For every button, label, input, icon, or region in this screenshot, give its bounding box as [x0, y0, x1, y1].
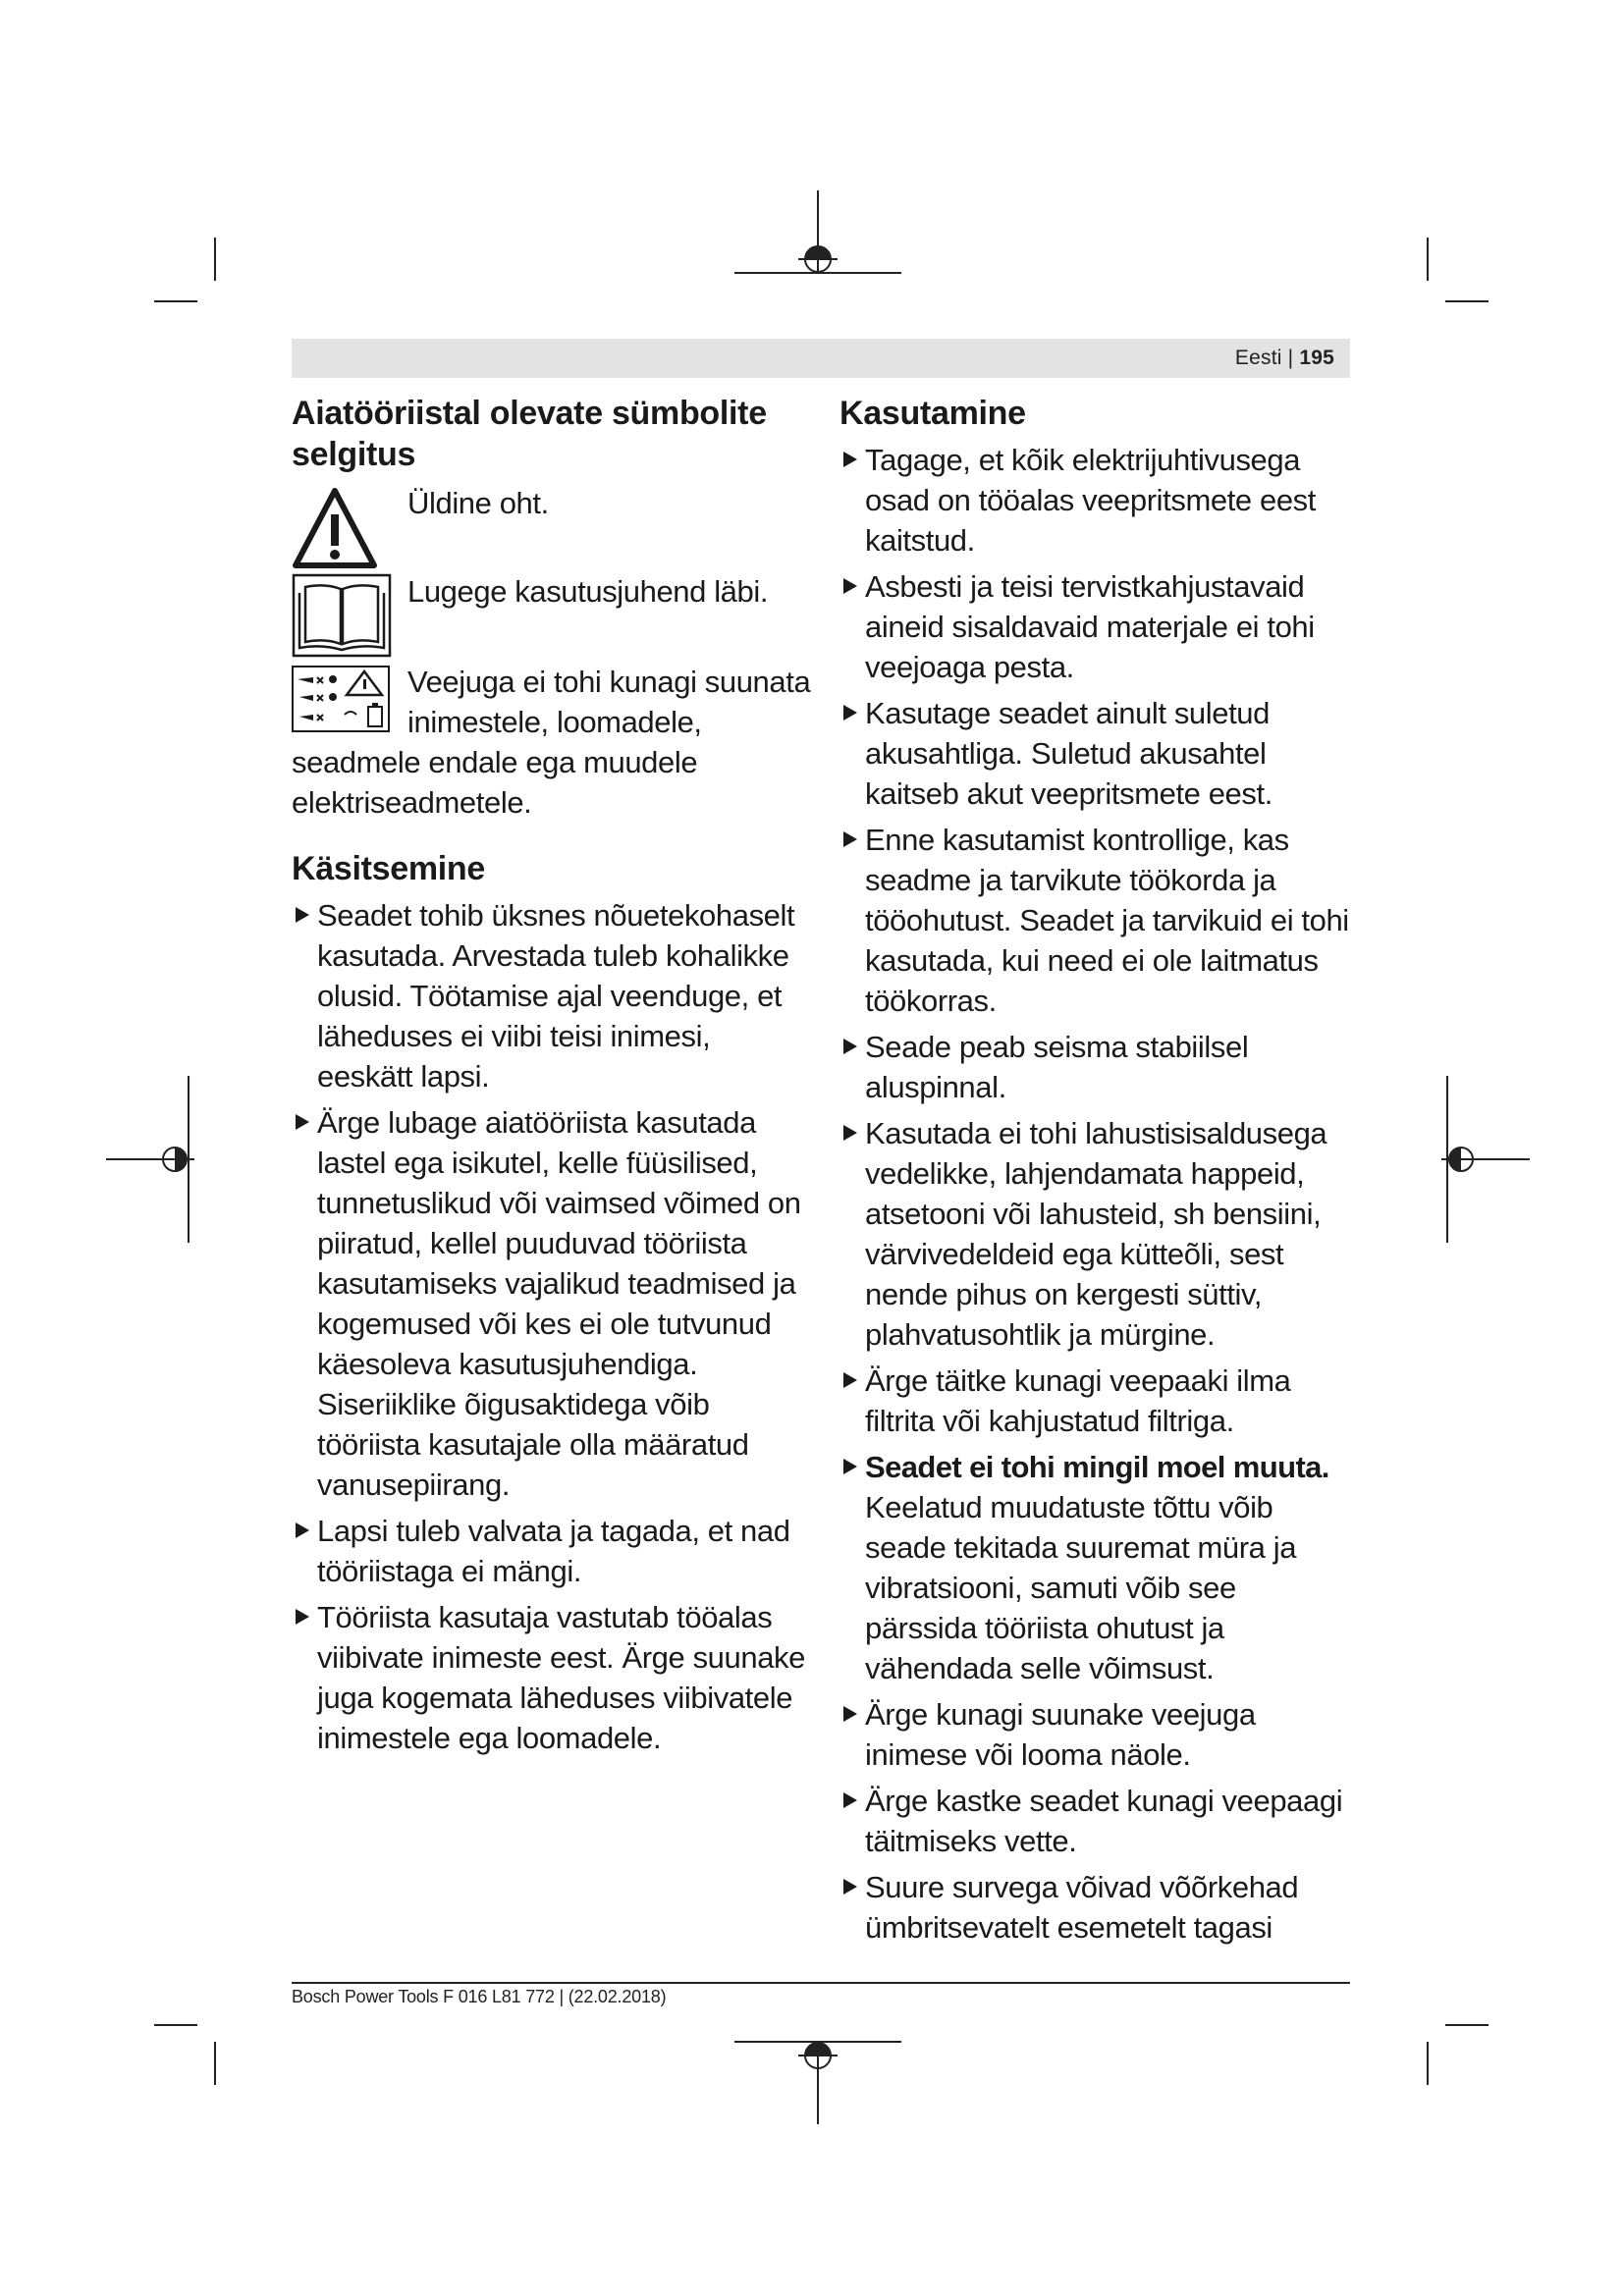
bullet-icon: [843, 1372, 857, 1388]
modify-warning-bold: Seadet ei tohi mingil moel muuta.: [865, 1450, 1329, 1484]
bullet-icon: [843, 1039, 857, 1054]
list-item: Suure survega võivad võõrkehad ümbritsevatelt esemetelt tagasi: [839, 1867, 1350, 1948]
list-item: Lapsi tuleb valvata ja tagada, et nad tööriistaga ei mängi.: [292, 1511, 812, 1591]
bullet-icon: [843, 1125, 857, 1141]
list-item-modify-warning: [839, 1447, 1350, 1688]
modify-warning-text: Keelatud muudatuste tõttu võib seade tekitada suuremat müra ja vibratsiooni, samuti võib see pärssida tööriista ohutust ja vähendada selle võimsust.: [865, 1490, 1297, 1685]
footer-divider: [292, 1982, 1350, 1984]
list-item: Seadet tohib üksnes nõuetekohaselt kasutada. Arvestada tuleb kohalikke olusid. Töötamise ajal veenduge, et läheduses ei viibi teisi inimesi, eeskätt lapsi.: [292, 895, 812, 1096]
right-column: [839, 393, 1350, 1948]
bullet-icon: [843, 705, 857, 721]
list-item: Tööriista kasutaja vastutab tööalas viibivate inimeste eest. Ärge suunake juga kogemata läheduses viibivatele inimestele ega loomadele.: [292, 1597, 812, 1758]
symbol-text: Lugege kasutusjuhend läbi.: [407, 574, 769, 609]
bullet-icon: [296, 1522, 309, 1538]
registration-mark-icon: [734, 190, 901, 338]
bullet-icon: [296, 1114, 309, 1130]
list-item: Ärge lubage aiatööriista kasutada lastel ega isikutel, kelle füüsilised, tunnetuslikud või vaimsed võimed on piiratud, kellel puuduvad tööriista kasutamiseks vajalikud teadmised ja kogemused või kes ei ole tutvunud käesoleva kasutusjuhendiga. Siseriiklike õigusaktidega võib tööriista kasutajale olla määratud vanusepiirang.: [292, 1102, 812, 1505]
page-header-text: [1235, 347, 1334, 370]
manual-book-icon: [292, 573, 392, 658]
symbol-text: Veejuga ei tohi kunagi suunata inimestele, loomadele,: [407, 665, 811, 739]
bullet-icon: [843, 452, 857, 467]
handling-heading: Käsitsemine: [292, 850, 486, 887]
symbol-text-continued: seadmele endale ega muudele elektriseadmetele.: [292, 745, 698, 820]
bullet-icon: [296, 1609, 309, 1625]
bullet-icon: [843, 1879, 857, 1895]
bullet-icon: [843, 1792, 857, 1808]
usage-heading: Kasutamine: [839, 395, 1026, 432]
registration-mark-icon: [1441, 1076, 1530, 1243]
list-item: Ärge kastke seadet kunagi veepaagi täitmiseks vette.: [839, 1781, 1350, 1861]
bullet-icon: [843, 1459, 857, 1474]
symbols-heading: Aiatööriistal olevate sümbolite selgitus: [292, 395, 767, 473]
symbol-text: Üldine oht.: [407, 486, 549, 520]
header-language: Eesti: [1234, 347, 1282, 369]
symbol-read-manual: [292, 571, 812, 658]
list-item: Asbesti ja teisi tervistkahjustavaid aineid sisaldavaid materjale ei tohi veejoaga pesta.: [839, 566, 1350, 687]
registration-mark-icon: [106, 1076, 194, 1243]
symbol-general-danger: [292, 483, 812, 569]
list-item: Ärge täitke kunagi veepaaki ilma filtrita või kahjustatud filtriga.: [839, 1361, 1350, 1441]
warning-triangle-icon: [292, 485, 378, 571]
symbol-no-spray: [292, 662, 812, 823]
page-header: [292, 339, 1350, 378]
list-item: Tagage, et kõik elektrijuhtivusega osad on tööalas veepritsmete eest kaitstud.: [839, 440, 1350, 561]
header-separator: |: [1287, 347, 1294, 369]
page-number: 195: [1299, 347, 1334, 369]
bullet-icon: [843, 1706, 857, 1722]
footer-text: Bosch Power Tools F 016 L81 772 | (22.02.2018): [292, 1987, 667, 2006]
bullet-icon: [843, 831, 857, 847]
list-item: Ärge kunagi suunake veejuga inimese või looma näole.: [839, 1694, 1350, 1775]
bullet-icon: [296, 907, 309, 923]
list-item: Enne kasutamist kontrollige, kas seadme ja tarvikute töökorda ja tööohutust. Seadet ja tarvikuid ei tohi kasutada, kui need ei ole laitmatus töökorras.: [839, 820, 1350, 1021]
list-item: Kasutada ei tohi lahustisisaldusega vedelikke, lahjendamata happeid, atsetooni või lahusteid, sh bensiini, värvivedeldeid ega kütteõli, sest nende pihus on kergesti süttiv, plahvatusohtlik ja mürgine.: [839, 1113, 1350, 1355]
list-item: Seade peab seisma stabiilsel aluspinnal.: [839, 1027, 1350, 1107]
no-spray-people-animals-icon: [292, 666, 390, 732]
list-item: Kasutage seadet ainult suletud akusahtliga. Suletud akusahtel kaitseb akut veepritsmete eest.: [839, 693, 1350, 814]
left-column: [292, 393, 812, 1758]
bullet-icon: [843, 578, 857, 594]
registration-mark-icon: [734, 1977, 901, 2124]
